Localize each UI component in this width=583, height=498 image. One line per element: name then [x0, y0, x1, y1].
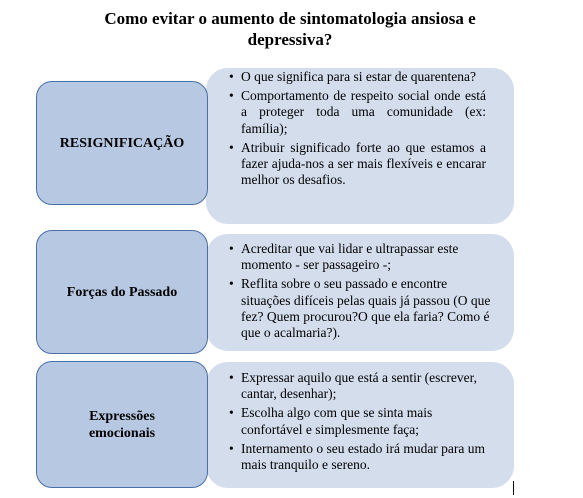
section-2-label-box: [36, 230, 208, 354]
section-3-bullet-list: [229, 370, 497, 476]
list-item: • Comportamento de respeito social onde está a proteger toda uma comunidade (ex: família);: [229, 88, 486, 136]
list-item: • O que significa para si estar de quarentena?: [229, 69, 477, 84]
bullet-icon: •: [229, 139, 234, 155]
title-line-2: depressiva?: [247, 30, 333, 49]
section-1-bullet-list: [229, 69, 486, 191]
list-item: • Reflita sobre o seu passado e encontre situações difíceis pelas quais já passou (O que fez? Quem procurou?O que ela faria? Como é que o acalmaria?).: [229, 276, 491, 341]
list-item: • Escolha algo com que se sinta mais confortável e simplesmente faça;: [229, 405, 433, 437]
section-1-label: RESIGNIFICAÇÃO: [59, 135, 185, 151]
bullet-icon: •: [229, 370, 234, 385]
title-line-1: Como evitar o aumento de sintomatologia ansiosa e: [104, 9, 476, 28]
bullet-icon: •: [229, 440, 234, 456]
list-item: • Acreditar que vai lidar e ultrapassar este momento - ser passageiro -;: [229, 241, 459, 273]
text-cursor: [513, 481, 514, 495]
section-3-label-line-2: emocionais: [88, 425, 156, 441]
section-3-label: [89, 408, 155, 442]
bullet-icon: •: [229, 405, 234, 421]
bullet-icon: •: [229, 276, 234, 292]
list-item: • Atribuir significado forte ao que estamos a fazer ajuda-nos a ser mais flexíveis e encarar melhor os desafios.: [229, 139, 486, 188]
bullet-icon: •: [229, 241, 234, 256]
bullet-icon: •: [229, 69, 234, 84]
section-3-label-box: [36, 361, 208, 488]
list-item: • Internamento o seu estado irá mudar para um mais tranquilo e sereno.: [229, 440, 486, 473]
list-item: • Expressar aquilo que está a sentir (escrever, cantar, desenhar);: [229, 370, 477, 402]
section-2-bullet-list: [229, 241, 499, 344]
section-1-label-box: [36, 81, 208, 205]
page-title: [60, 8, 520, 50]
bullet-icon: •: [229, 88, 234, 104]
section-3-label-line-1: Expressões: [89, 408, 155, 424]
section-2-label: Forças do Passado: [66, 284, 178, 300]
